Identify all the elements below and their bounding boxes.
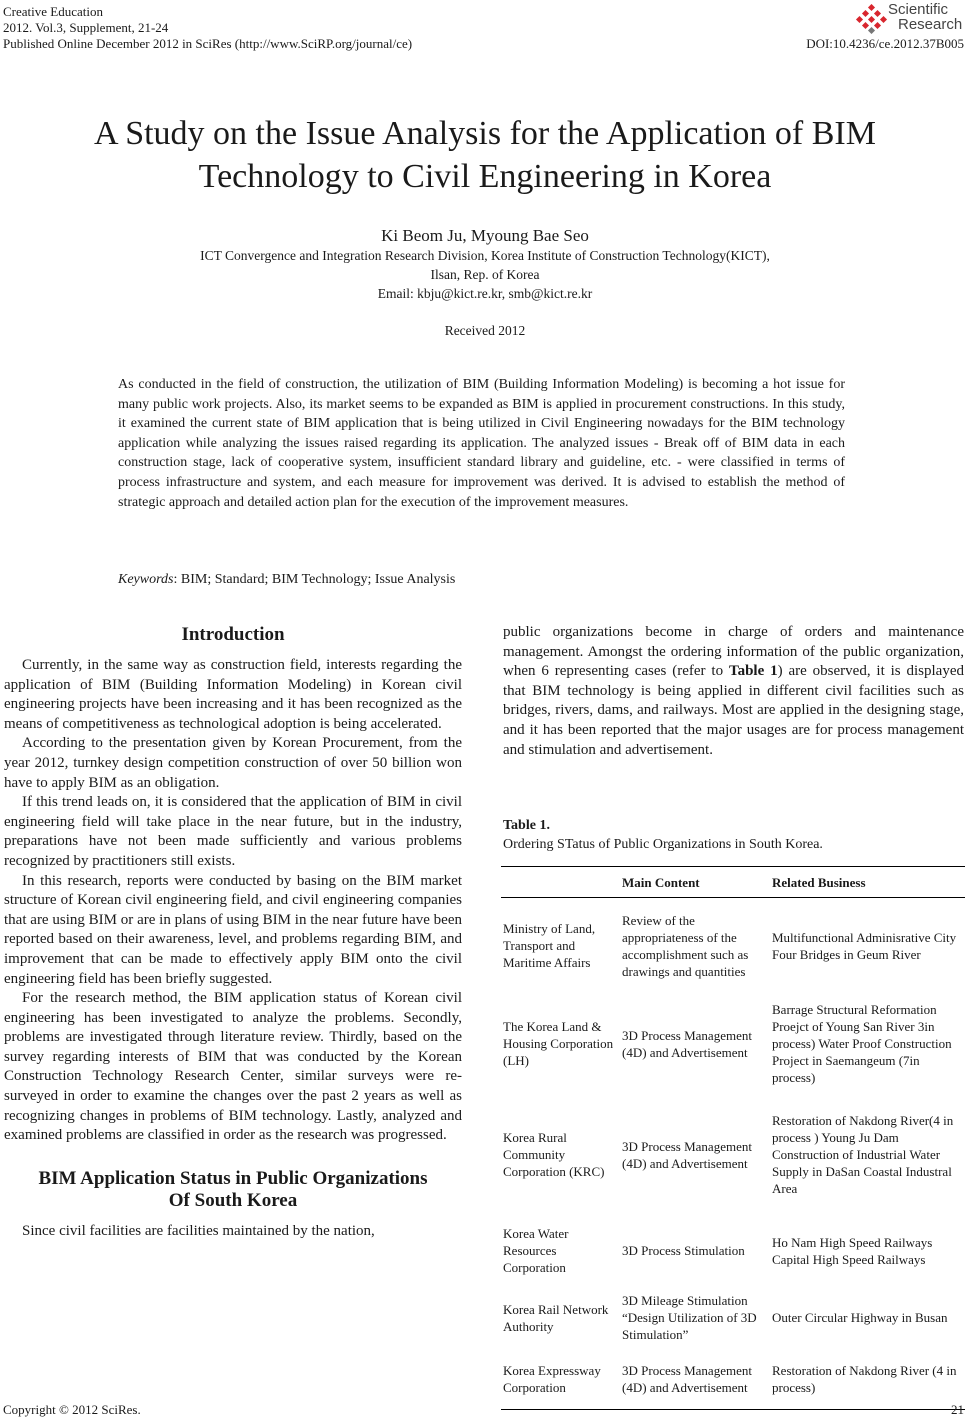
- table-cell: 3D Process Stimulation: [622, 1243, 745, 1258]
- email: Email: kbju@kict.re.kr, smb@kict.re.kr: [377, 286, 593, 301]
- page-number: 21: [951, 1402, 964, 1417]
- section-heading-bim-status: BIM Application Status in Public Organizations Of South Korea: [38, 1167, 428, 1211]
- table-header: Related Business: [770, 867, 965, 898]
- table-cell: Outer Circular Highway in Busan: [772, 1310, 948, 1325]
- logo-diamond-icon: [854, 4, 888, 34]
- journal-volume: 2012. Vol.3, Supplement, 21-24: [3, 20, 169, 35]
- doi: DOI:10.4236/ce.2012.37B005: [806, 36, 964, 51]
- paragraph: In this research, reports were conducted by basing on the BIM market structure of Korean civil engineering field, and civil engineering companies that are using BIM or are in plans of using BIM in the near future have been reported based on their awareness, level, and problems regarding BIM, and improvement that can be made to effectively apply BIM onto the civil engineering field has been briefly suggested.: [4, 872, 462, 987]
- table-cell: Barrage Structural Reformation Proejct of Young San River 3in process) Water Proof Construction Project in Saemangeum (7in process): [772, 1002, 952, 1085]
- paragraph: According to the presentation given by Korean Procurement, from the year 2012, turnkey design competition construction of over 50 billion won have to apply BIM as an obligation.: [4, 735, 462, 791]
- table-row: [501, 1286, 965, 1350]
- table-row: [501, 1094, 965, 1216]
- table-cell: Ministry of Land, Transport and Maritime Affairs: [503, 921, 596, 971]
- table-cell: Korea Expressway Corporation: [501, 1350, 620, 1410]
- table-header: [501, 867, 620, 898]
- table-row: [501, 1350, 965, 1410]
- table-header: Main Content: [620, 867, 770, 898]
- paragraph: For the research method, the BIM application status of Korean civil engineering has been investigated to analyze the problems. Secondly, problems are investigated through literature review. Thirdly, based on the survey regarding interests of BIM that was conducted by the Korean Construction Technology Research Center, similar surveys were re-surveyed in order to examine the changes over the past 2 years as well as recognizing changes in problems of BIM technology. Lastly, analyzed and examined problems are classified in order as the research was progressed.: [4, 990, 462, 1144]
- table-row: [501, 1216, 965, 1286]
- logo-text-2: Research: [898, 16, 963, 33]
- table-reference: Table 1: [728, 663, 778, 680]
- table-cell: Multifunctional Adminisrative City Four Bridges in Geum River: [772, 929, 957, 962]
- table-label: Table 1.: [503, 818, 550, 833]
- table-cell: Korea Rural Community Corporation (KRC): [503, 1130, 605, 1179]
- paragraph: public organizations become in charge of orders and maintenance management. Amongst the ordering information of the public organization, when 6 representing cases (refer to Table 1) are observed, it is displayed that BIM technology is being applied in different civil facilities such as bridges, rivers, dams, and railways. Most are applied in the designing stage, and it has been reported that the major usages are for process management and stimulation and advertisement.: [503, 624, 964, 758]
- copyright: Copyright © 2012 SciRes.: [3, 1402, 141, 1417]
- paragraph: If this trend leads on, it is considered that the application of BIM in civil engineering field will take place in the near future, but in the industry, preparations have not been made sufficiently and various problems recognized by practitioners still exists.: [4, 794, 462, 869]
- paragraph: Currently, in the same way as construction field, interests regarding the application of BIM (Building Information Modeling) in Korean civil engineering projects have been increasing and it has been recognized as the means of competitiveness as technological adoption is being accelerated.: [4, 657, 462, 732]
- paragraph: Since civil facilities are facilities maintained by the nation,: [22, 1222, 375, 1239]
- table-cell: Review of the appropriateness of the accomplishment such as drawings and quantities: [622, 912, 749, 979]
- left-column: [4, 624, 462, 1241]
- table-cell: The Korea Land & Housing Corporation (LH): [503, 1019, 614, 1068]
- table-cell: Korea Rail Network Authority: [503, 1301, 609, 1334]
- right-column: [503, 623, 964, 760]
- affiliation: ICT Convergence and Integration Research Division, Korea Institute of Construction Technology(KICT), Ilsan, Rep. of Korea Email: kbju@kict.re.kr, smb@kict.re.kr: [0, 246, 970, 303]
- table-cell: Restoration of Nakdong River(4 in process ) Young Ju Dam Construction of Industrial Water Supply in DaSan Coastal Industral Area: [772, 1113, 954, 1196]
- table-cell: 3D Mileage Stimulation “Design Utilization of 3D Stimulation”: [622, 1293, 757, 1342]
- publication-info: Published Online December 2012 in SciRes (http://www.SciRP.org/journal/ce): [3, 36, 413, 51]
- journal-name: Creative Education: [3, 4, 103, 19]
- logo-text-1: Scientific: [888, 1, 949, 18]
- table-cell: Korea Water Resources Corporation: [503, 1226, 569, 1275]
- table-cell: 3D Process Management (4D) and Advertisement: [622, 1027, 752, 1060]
- authors: Ki Beom Ju, Myoung Bae Seo: [381, 226, 589, 245]
- table-1: [501, 866, 965, 1410]
- scientific-research-logo: [854, 2, 962, 36]
- table-row: [501, 994, 965, 1094]
- table-cell: Ho Nam High Speed Railways Capital High Speed Railways: [772, 1234, 933, 1267]
- abstract: As conducted in the field of construction, the utilization of BIM (Building Information Modeling) is becoming a hot issue for many public work projects. Also, its market seems to be expanded as BIM is applied in procurement constructions. In this study, it examined the current state of BIM application that is being utilized in Civil Engineering nowadays for the BIM technology application while analyzing the issues raised regarding its application. The analyzed issues - Break off of BIM data in each construction stage, lack of cooperative system, insufficient standard library and guideline, etc. - were classified in terms of process infrastructure and system, and each measure for improvement was derived. It is advised to establish the method of strategic approach and detailed action plan for the execution of the improvement measures.: [118, 377, 845, 510]
- table-cell: 3D Process Management (4D) and Advertisement: [620, 1350, 770, 1410]
- received-date: Received 2012: [444, 323, 526, 338]
- section-heading-introduction: Introduction: [181, 624, 285, 645]
- table-row: [501, 898, 965, 994]
- table-cell: 3D Process Management (4D) and Advertisement: [622, 1138, 752, 1171]
- running-header: [3, 4, 412, 52]
- paper-title: A Study on the Issue Analysis for the Application of BIM Technology to Civil Engineering in Korea: [94, 115, 876, 195]
- table-caption: [503, 816, 823, 854]
- table-header-row: [501, 867, 965, 898]
- keywords: Keywords: BIM; Standard; BIM Technology; Issue Analysis: [118, 572, 456, 587]
- table-title: Ordering STatus of Public Organizations in South Korea.: [503, 837, 823, 852]
- table-cell: Restoration of Nakdong River (4 in process): [770, 1350, 965, 1410]
